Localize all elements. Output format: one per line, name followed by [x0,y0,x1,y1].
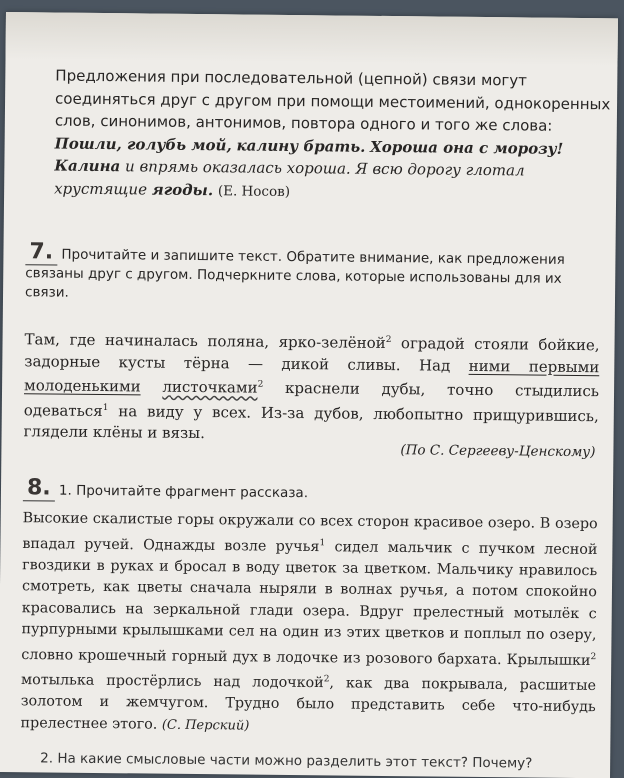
exercise-8-question-2: 2. На какие смысловые части можно разделить этот текст? Почему? [40,750,533,772]
ex8-text-4: , как два покрывала, расшитые золотом и жемчугом. Трудно было представить себе что-нибудь прелестнее этого. [20,675,597,733]
exercise-8-source: (С. Перский) [161,717,250,734]
rule-example-6: ягоды. [151,180,214,199]
exercise-8-task [23,475,603,506]
ex8-text-3: мотылька простёрлись над лодочкой [20,671,324,692]
ex7-underlined-words: ними первыми молоденькими [23,356,600,396]
rule-example-1: Пошли, голубь мой, [54,134,232,154]
ex7-text-1: Там, где начиналась поляна, ярко-зелёной [24,330,386,352]
exercise-7-number: 7. [25,239,57,265]
ex7-text-5: краснели дубы, точно стыдились одеваться [23,378,600,420]
rule-example-2: калину брать. [236,135,366,156]
ex8-text-2: сидел мальчик с пучком лесной гвоздики в руках и бросал в воду цветок за цветком. Мальчику нравилось смотреть, как цветы сначала ныряли в волнах ручья, а потом спокойно красовались на зеркальной глади озера. Вдруг прелестный мотылёк с пурпурными крылышками сел на один из этих цветков и поплыл по озеру, словно крошечный горный дух в лодочке из розового бархата. Крылышки [21,538,598,669]
rule-example-4: Калина [54,156,121,176]
textbook-page [0,12,618,778]
ex7-footnote-1: 2 [385,334,392,346]
ex7-footnote-2: 2 [257,379,264,390]
rule-example-3: Хороша она с морозу! [370,137,564,158]
ex7-text-2: оградой стояли бойкие, задорные кусты тёрна — дикой сливы. Над [24,334,600,375]
ex7-wavy-underlined-word: листочками [162,377,258,397]
rule-example-5: и впрямь оказалась хороша. Я всю дорогу глотал хрустящие [54,157,525,198]
exercise-8-instructions: 1. Прочитайте фрагмент рассказа. [58,482,309,502]
exercise-8-number: 8. [23,475,55,501]
exercise-7-instructions: Прочитайте и запишите текст. Обратите внимание, как предложения связаны друг с другом. Подчеркните слова, которые использованы для их связи. [24,246,565,301]
rule-paragraph [54,65,615,207]
rule-source: (Е. Носов) [217,182,291,200]
exercise-7-source: (По С. Сергееву-Ценскому) [400,442,596,461]
exercise-8-text [20,508,597,740]
ex7-footnote-3: 1 [102,402,109,413]
ex8-footnote-1: 1 [319,537,326,548]
ex8-footnote-2: 2 [590,651,597,662]
ex8-text-1: Высокие скалистые горы окружали со всех сторон красивое озеро. В озеро впадал ручей. Однажды возле ручья [22,510,598,555]
exercise-7-text [23,326,599,449]
exercise-7-task [24,239,606,308]
page-top-shadow [5,12,617,66]
rule-text: Предложения при последовательной (цепной) связи могут соединяться друг с другом при помощи местоимений, однокоренных слов, синонимов, антонимов, повтора одного и того же слова: [54,66,611,135]
ex8-footnote-3: 2 [323,674,330,685]
ex7-text-6: на виду у всех. Из-за дубов, любопытно прищурившись, глядели клёны и вязы. [23,401,599,443]
